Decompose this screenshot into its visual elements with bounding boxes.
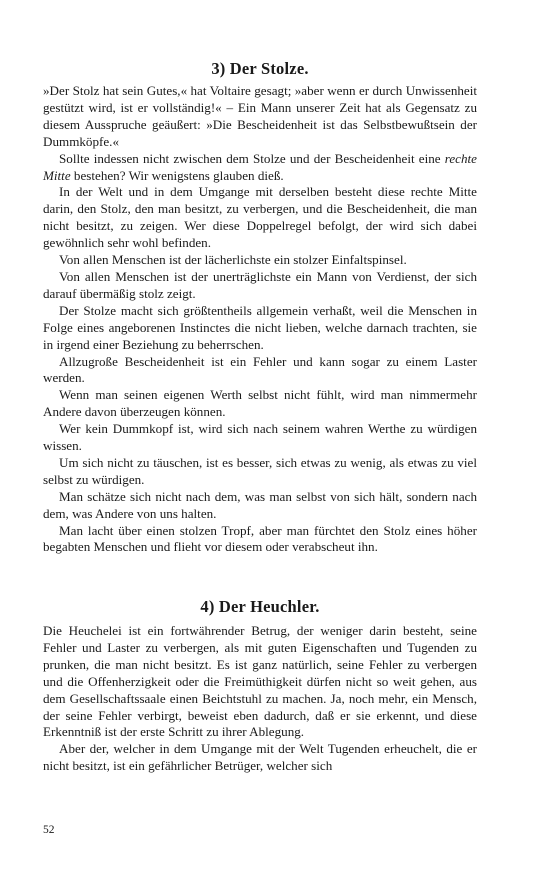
paragraph: Die Heuchelei ist ein fortwährender Betrug, der weniger darin besteht, seine Fehler und Laster zu verbergen, als mit guten Eigenschaften und Tugenden zu prunken, die man nicht besitzt. Es ist ganz natürlich, seine Fehler zu verbergen und die Offenherzigkeit oder die Freimüthigkeit dürfen nicht so weit gehen, aus dem Gesellschaftssaale einen Beichtstuhl zu machen. Ja, noch mehr, ein Mensch, der seine Fehler verbirgt, beweist eben dadurch, daß er sie erkennt, und diese Erkenntniß ist der erste Schritt zu ihrer Ablegung.: [43, 623, 477, 740]
paragraph: Wer kein Dummkopf ist, wird sich nach seinem wahren Werthe zu würdigen wissen.: [43, 421, 477, 454]
paragraph: In der Welt und in dem Umgange mit derselben besteht diese rechte Mitte darin, den Stolz, den man besitzt, zu verbergen, und die Bescheidenheit, die man nicht besitzt, zu zeigen. Wer diese Doppelregel befolgt, der wird sich dabei gewöhnlich sehr wohl befinden.: [43, 184, 477, 251]
emphasis-text: rechte Mitte: [43, 150, 477, 183]
paragraph: Von allen Menschen ist der lächerlichste ein stolzer Einfaltspinsel.: [59, 252, 407, 268]
paragraph: Man schätze sich nicht nach dem, was man selbst von sich hält, sondern nach dem, was Andere von uns halten.: [43, 488, 477, 521]
paragraph: Man lacht über einen stolzen Tropf, aber man fürchtet den Stolz eines höher begabten Menschen und flieht vor diesem oder verabscheut ihn.: [43, 522, 477, 555]
book-page: [43, 0, 477, 880]
paragraph: Von allen Menschen ist der unerträglichste ein Mann von Verdienst, der sich darauf übermäßig stolz zeigt.: [43, 268, 477, 301]
page-number: 52: [43, 824, 55, 836]
paragraph: Allzugroße Bescheidenheit ist ein Fehler und kann sogar zu einem Laster werden.: [43, 353, 477, 386]
section-title-der-heuchler: 4) Der Heuchler.: [200, 597, 320, 616]
paragraph: »Der Stolz hat sein Gutes,« hat Voltaire gesagt; »aber wenn er durch Unwissenheit gestützt wird, ist er vollständig!« – Ein Mann unserer Zeit hat als Gegensatz zu diesem Ausspruche geäußert: »Die Bescheidenheit ist das Selbstbewußtsein der Dummköpfe.«: [43, 83, 477, 149]
paragraph: [43, 151, 477, 185]
paragraph-text: bestehen? Wir wenigstens glauben dieß.: [70, 167, 284, 183]
paragraph-text: Sollte indessen nicht zwischen dem Stolze und der Bescheidenheit eine: [59, 150, 445, 166]
paragraph: Der Stolze macht sich größtentheils allgemein verhaßt, weil die Menschen in Folge eines angeborenen Instinctes die nicht lieben, welche darnach trachten, sie in irgend einer Beziehung zu beherrschen.: [43, 302, 477, 352]
section-title-der-stolze: 3) Der Stolze.: [211, 59, 309, 78]
paragraph: Um sich nicht zu täuschen, ist es besser, sich etwas zu wenig, als etwas zu viel selbst zu würdigen.: [43, 454, 477, 487]
paragraph: Wenn man seinen eigenen Werth selbst nicht fühlt, wird man nimmermehr Andere davon überzeugen können.: [43, 387, 477, 420]
section-der-heuchler: [43, 623, 477, 775]
section-der-stolze: [43, 83, 477, 556]
paragraph: Aber der, welcher in dem Umgange mit der Welt Tugenden erheuchelt, die er nicht besitzt, ist ein gefährlicher Betrüger, welcher sich: [43, 741, 477, 774]
